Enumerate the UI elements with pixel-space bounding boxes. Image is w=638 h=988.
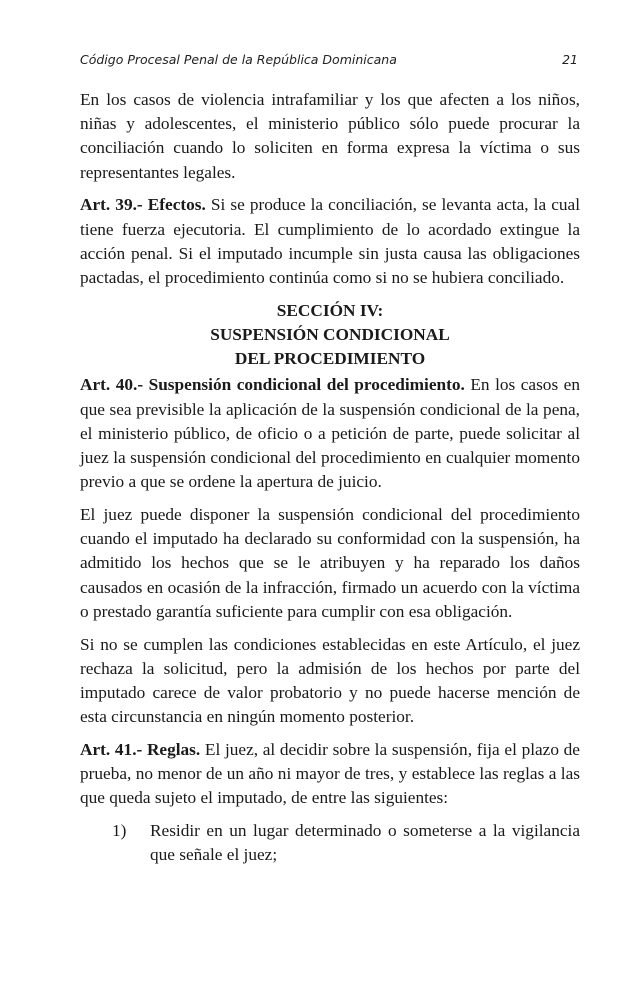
rule-text: Residir en un lugar determinado o someterse a la vigilancia que señale el juez; — [150, 821, 580, 865]
section-heading — [80, 299, 580, 372]
article-40-heading: Art. 40.- Suspensión condicional del procedimiento. — [80, 375, 465, 395]
paragraph-juez-puede: El juez puede disponer la suspensión condicional del procedimiento cuando el imputado ha declarado su conformidad con la suspensión, ha admitido los hechos que se le atribuyen y ha reparado los daños causados en ocasión de la infracción, firmado un acuerdo con la víctima o prestado garantía suficiente para cumplir con esa obligación. — [80, 505, 580, 621]
paragraph-si-no-cumplen: Si no se cumplen las condiciones establecidas en este Artículo, el juez rechaza la solicitud, pero la admisión de los hechos por parte del imputado carece de valor probatorio y no puede hacerse mención de esta circunstancia en ningún momento posterior. — [80, 634, 580, 727]
rule-item-1 — [80, 819, 580, 867]
article-41-text: El juez, al decidir sobre la suspensión, fija el plazo de prueba, no menor de un año ni mayor de tres, y establece las reglas a las que queda sujeto el imputado, de entre las siguientes: — [80, 740, 580, 808]
article-39-heading: Art. 39.- Efectos. — [80, 195, 206, 215]
article-39 — [80, 193, 580, 290]
article-39-text: Si se produce la conciliación, se levanta acta, la cual tiene fuerza ejecutoria. El cumplimiento de lo acordado extingue la acción penal. Si el imputado incumple sin justa causa las obligaciones pactadas, el procedimiento continúa como si no se hubiera conciliado. — [80, 195, 580, 288]
section-heading-line-2: SUSPENSIÓN CONDICIONAL — [210, 325, 450, 345]
page-number: 21 — [562, 52, 578, 67]
article-40-text: En los casos en que sea previsible la aplicación de la suspensión condicional de la pena, el ministerio público, de oficio o a petición de parte, puede solicitar al juez la suspensión condicional del procedimiento en cualquier momento previo a que se ordene la apertura de juicio. — [80, 375, 580, 492]
header-title: Código Procesal Penal de la República Dominicana — [80, 52, 397, 67]
running-header — [80, 52, 578, 67]
rule-number: 1) — [112, 821, 127, 841]
article-41-heading: Art. 41.- Reglas. — [80, 740, 201, 760]
section-heading-line-3: DEL PROCEDIMIENTO — [234, 349, 426, 369]
paragraph-violencia: En los casos de violencia intrafamiliar y los que afecten a los niños, niñas y adolescentes, el ministerio público sólo puede procurar la conciliación cuando lo soliciten en forma expresa la víctima o sus representantes legales. — [80, 90, 580, 182]
article-40 — [80, 373, 580, 494]
page-body — [80, 88, 580, 868]
article-41 — [80, 738, 580, 811]
section-heading-line-1: SECCIÓN IV: — [276, 300, 384, 320]
